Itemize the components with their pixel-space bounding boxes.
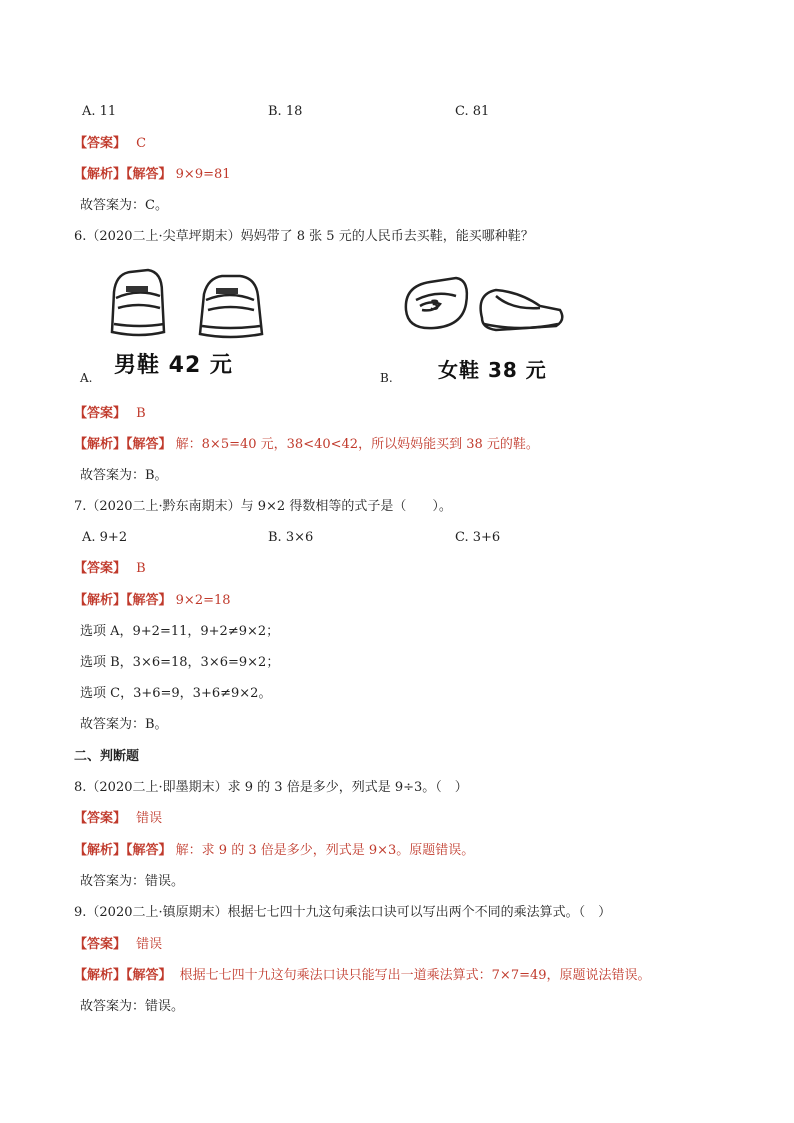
analysis-text: 根据七七四十九这句乘法口诀只能写出一道乘法算式：7×7=49，原题说法错误。 xyxy=(179,968,651,983)
q8-answer-row xyxy=(74,810,162,828)
girls-shoes-image xyxy=(400,270,570,385)
q5-conclusion: 故答案为：C。 xyxy=(80,198,168,213)
answer-tag: 【答案】 xyxy=(74,937,127,952)
q5-option-c: C. 81 xyxy=(455,104,490,119)
q7-conclusion: 故答案为：B。 xyxy=(80,717,168,732)
analysis-tag: 【解析】【解答】 xyxy=(74,843,172,858)
q6-option-a-letter: A. xyxy=(80,371,93,385)
q6-title: 6.（2020二上·尖草坪期末）妈妈带了 8 张 5 元的人民币去买鞋，能买哪种鞋？ xyxy=(74,229,534,244)
q7-answer-row xyxy=(74,560,146,578)
boys-shoes-icon xyxy=(100,262,280,342)
girls-shoes-icon xyxy=(400,270,570,338)
q7-option-b: B. 3×6 xyxy=(268,530,314,545)
q7-step-c: 选项 C，3+6=9，3+6≠9×2。 xyxy=(80,686,272,701)
q7-option-a: A. 9+2 xyxy=(82,530,128,545)
q7-step-b: 选项 B，3×6=18，3×6=9×2； xyxy=(80,655,280,670)
q7-step-a: 选项 A，9+2=11，9+2≠9×2； xyxy=(80,624,280,639)
answer-tag: 【答案】 xyxy=(74,136,127,151)
answer-tag: 【答案】 xyxy=(74,406,127,421)
analysis-text: 9×2=18 xyxy=(175,593,231,608)
q8-analysis-row xyxy=(74,842,474,860)
q6-option-b-letter: B. xyxy=(380,371,393,385)
q5-option-b: B. 18 xyxy=(268,104,303,119)
q9-conclusion: 故答案为：错误。 xyxy=(80,999,185,1014)
answer-value: C xyxy=(136,136,147,151)
q6-analysis-row xyxy=(74,436,539,454)
q6-conclusion: 故答案为：B。 xyxy=(80,468,168,483)
q5-analysis-row xyxy=(74,166,231,184)
q8-title: 8.（2020二上·即墨期末）求 9 的 3 倍是多少，列式是 9÷3。（ ） xyxy=(74,780,468,795)
q7-analysis-row xyxy=(74,592,231,610)
svg-text:3: 3 xyxy=(430,298,440,314)
analysis-text: 解：求 9 的 3 倍是多少，列式是 9×3。原题错误。 xyxy=(175,843,475,858)
answer-value: B xyxy=(136,406,146,421)
answer-value: B xyxy=(136,561,146,576)
answer-value: 错误 xyxy=(136,937,163,952)
q9-analysis-row xyxy=(74,967,651,985)
q7-title: 7.（2020二上·黔东南期末）与 9×2 得数相等的式子是（ ）。 xyxy=(74,499,452,514)
q6-answer-row xyxy=(74,405,146,423)
answer-tag: 【答案】 xyxy=(74,811,127,826)
analysis-tag: 【解析】【解答】 xyxy=(74,593,172,608)
analysis-text: 9×9=81 xyxy=(175,167,231,182)
boys-shoes-image xyxy=(100,262,280,387)
q7-option-c: C. 3+6 xyxy=(455,530,501,545)
q5-option-a: A. 11 xyxy=(82,104,117,119)
q9-answer-row xyxy=(74,936,162,954)
analysis-text: 解：8×5=40 元，38<40<42，所以妈妈能买到 38 元的鞋。 xyxy=(175,437,539,452)
section-heading: 二、判断题 xyxy=(74,749,140,764)
analysis-tag: 【解析】【解答】 xyxy=(74,968,172,983)
answer-value: 错误 xyxy=(136,811,163,826)
girls-shoes-label: 女鞋 38 元 xyxy=(438,358,547,382)
answer-tag: 【答案】 xyxy=(74,561,127,576)
q9-title: 9.（2020二上·镇原期末）根据七七四十九这句乘法口诀可以写出两个不同的乘法算式。（ ） xyxy=(74,905,612,920)
boys-shoes-label: 男鞋 42 元 xyxy=(114,353,233,378)
analysis-tag: 【解析】【解答】 xyxy=(74,437,172,452)
q5-answer-row xyxy=(74,135,146,153)
analysis-tag: 【解析】【解答】 xyxy=(74,167,172,182)
q8-conclusion: 故答案为：错误。 xyxy=(80,874,185,889)
